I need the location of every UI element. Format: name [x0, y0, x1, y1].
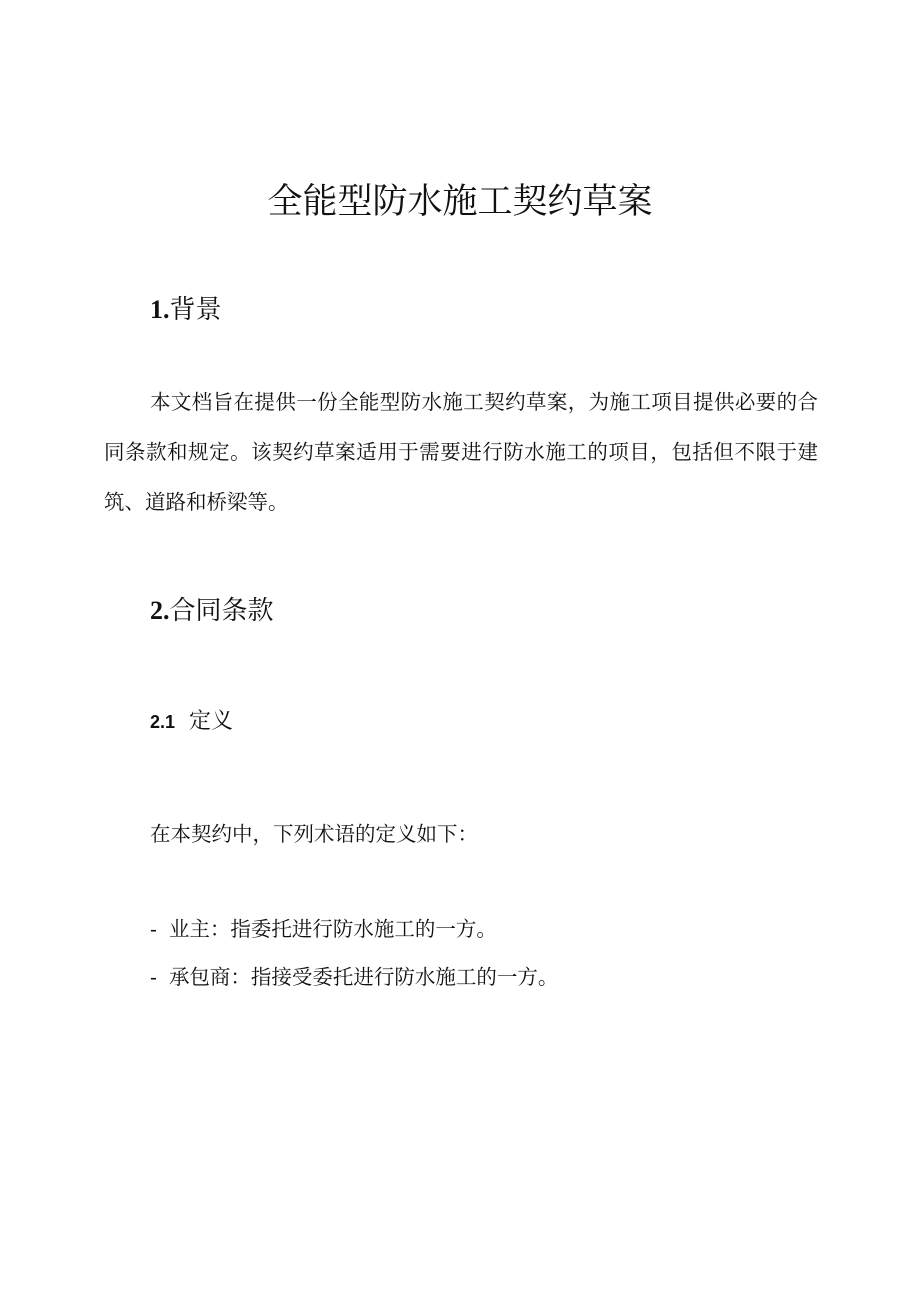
- section-number: 1.: [150, 295, 170, 324]
- definitions-intro: 在本契约中，下列术语的定义如下：: [150, 822, 478, 846]
- subsection-number: 2.1: [150, 712, 176, 732]
- section-number: 2.: [150, 596, 170, 625]
- section-title: 合同条款: [169, 596, 274, 626]
- definition-item-contractor: [150, 962, 558, 992]
- bullet-dash: -: [150, 917, 157, 941]
- definition-text: 承包商：指接受委托进行防水施工的一方。: [168, 965, 559, 989]
- subsection-title: 定义: [189, 709, 234, 734]
- section-title: 背景: [169, 295, 222, 325]
- section-heading-contract-terms: [150, 591, 274, 631]
- subsection-heading-definitions: [150, 705, 233, 739]
- definition-text: 业主：指委托进行防水施工的一方。: [168, 917, 497, 941]
- document-title: 全能型防水施工契约草案: [267, 182, 653, 222]
- bullet-dash: -: [150, 965, 157, 989]
- section-heading-background: [150, 290, 222, 330]
- background-paragraph: 本文档旨在提供一份全能型防水施工契约草案，为施工项目提供必要的合同条款和规定。该契约草案适用于需要进行防水施工的项目，包括但不限于建筑、道路和桥梁等。: [104, 390, 818, 514]
- definition-item-owner: [150, 914, 497, 944]
